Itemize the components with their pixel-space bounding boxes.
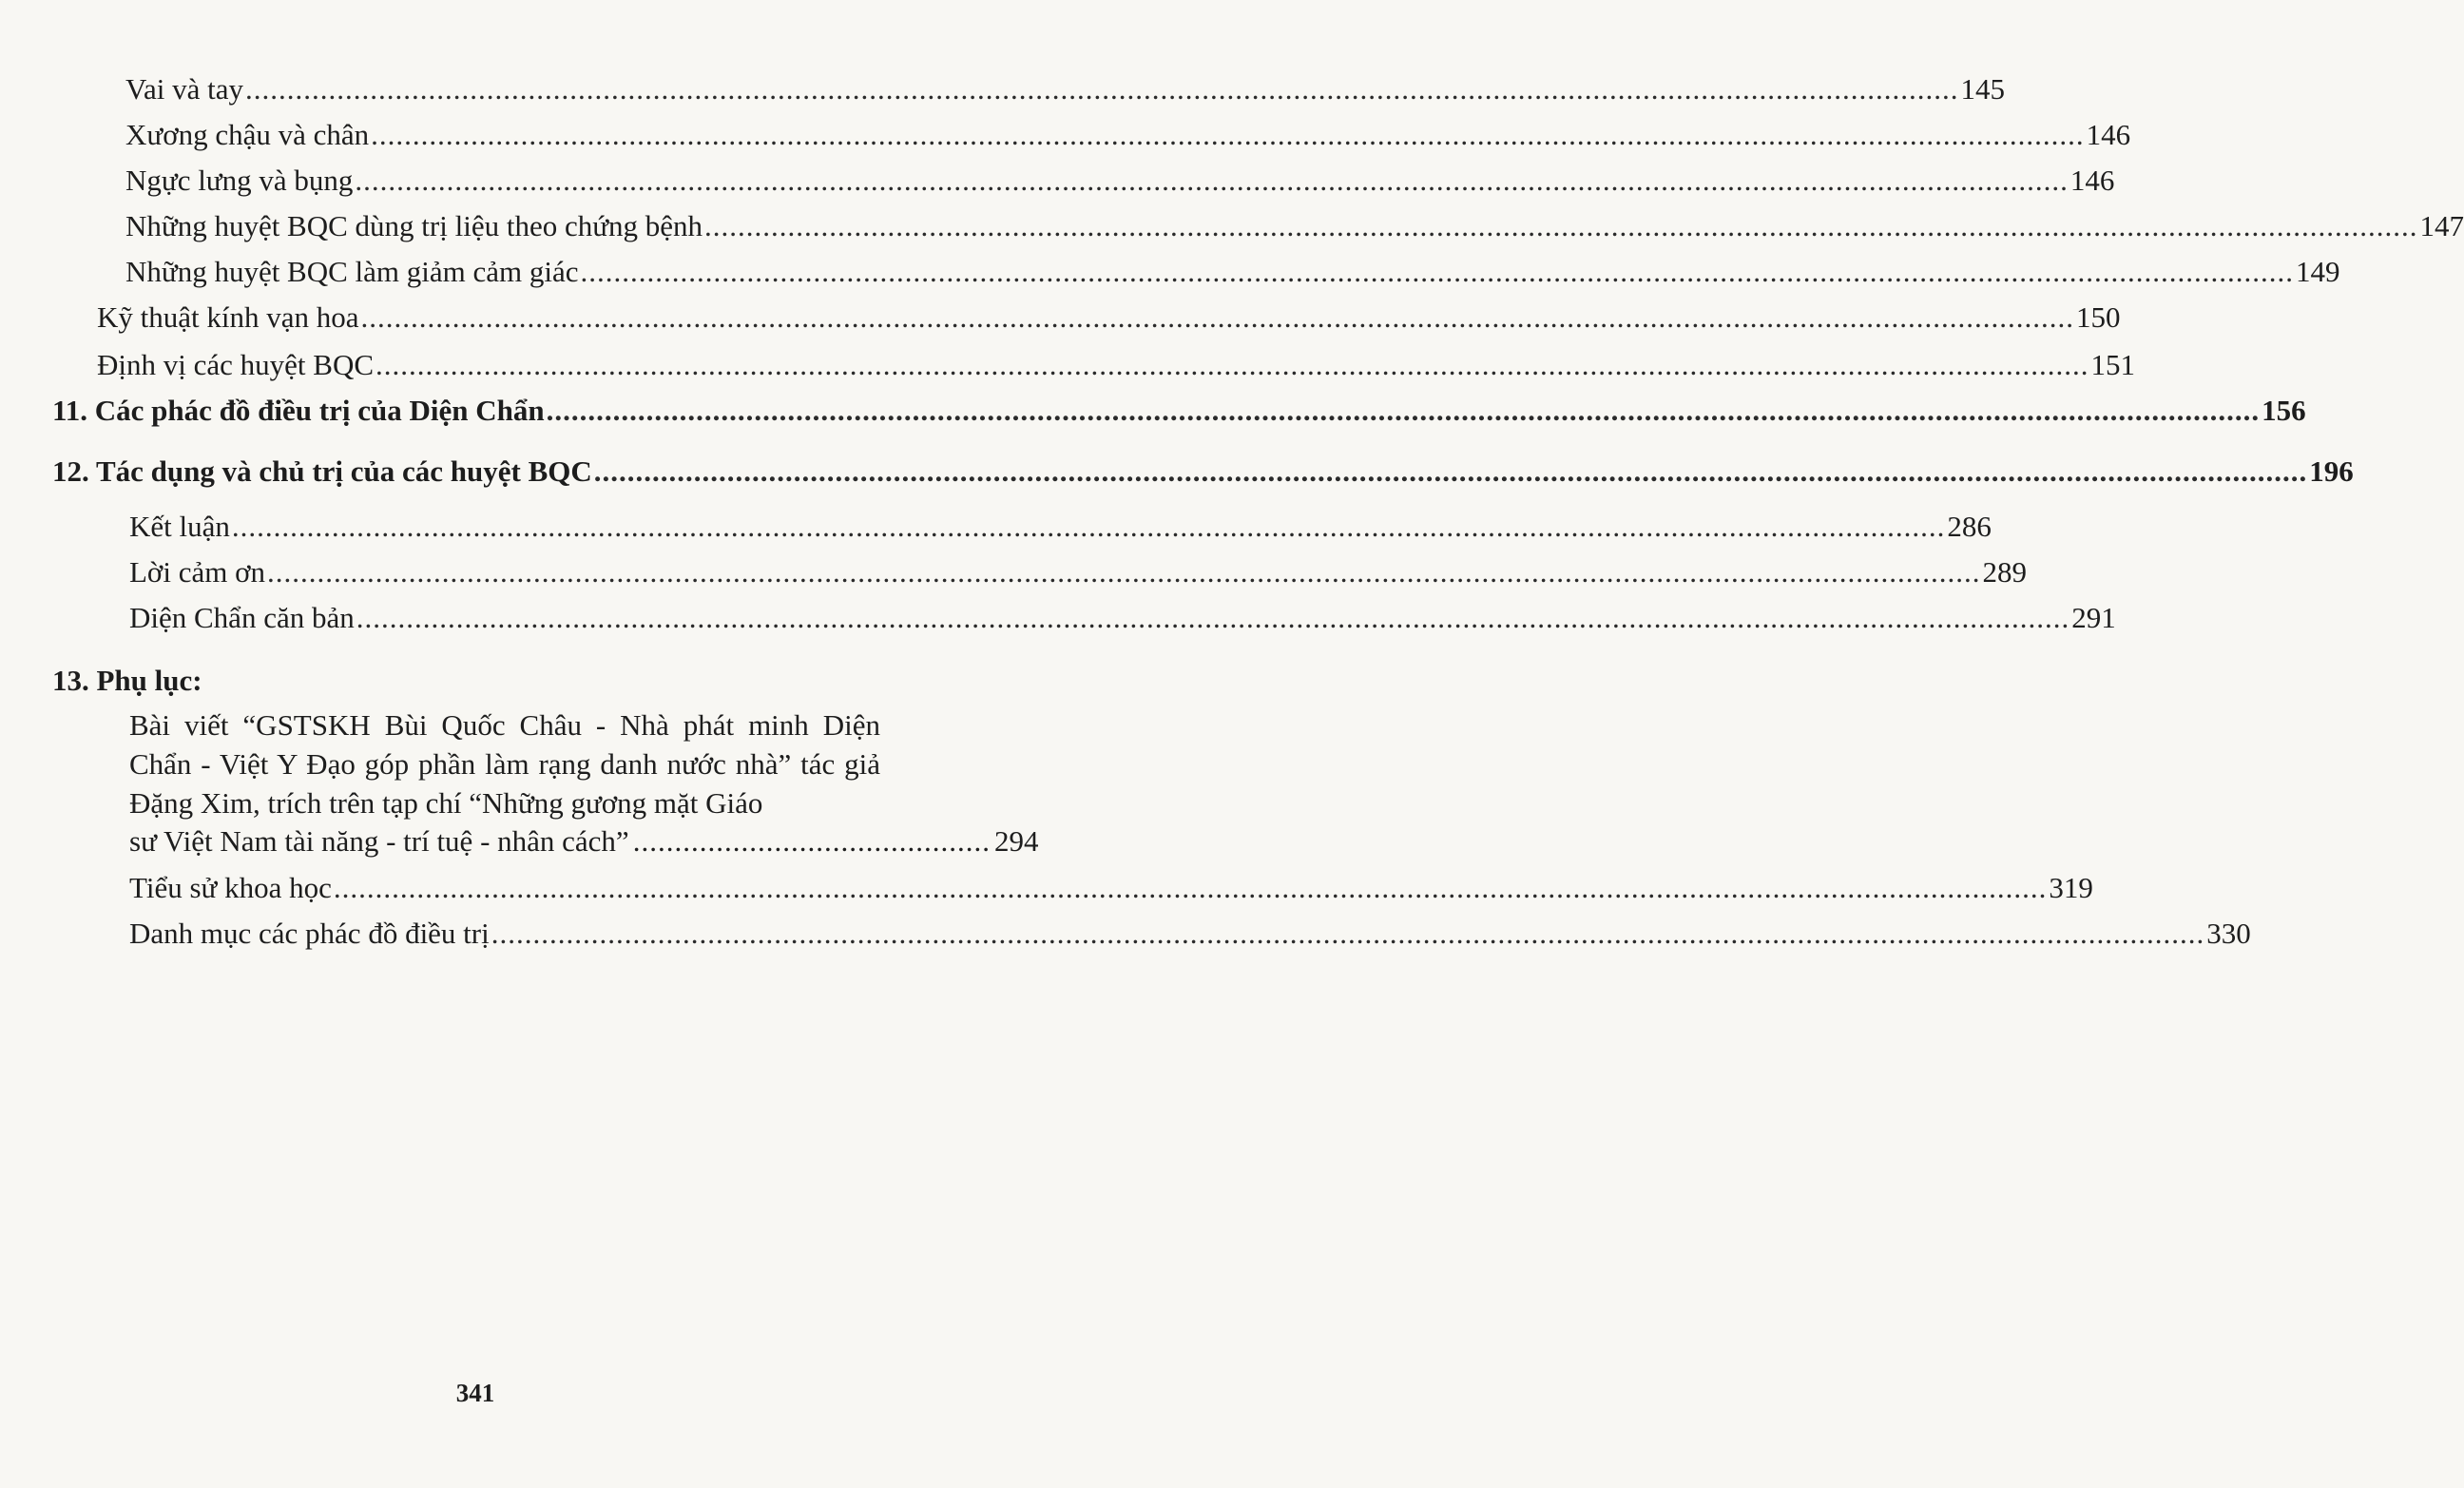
toc-entry bbox=[129, 869, 2093, 907]
toc-entry-label: Những huyệt BQC làm giảm cảm giác bbox=[125, 255, 579, 288]
toc-chapter-label: 11. Các phác đồ điều trị của Diện Chẩn bbox=[52, 394, 545, 427]
leader-dots bbox=[371, 116, 2085, 154]
toc-entry bbox=[129, 508, 1992, 546]
toc-entry-page: 330 bbox=[2206, 917, 2251, 950]
toc-entry-label: Kỹ thuật kính vạn hoa bbox=[97, 300, 359, 334]
toc-entry-label: Tiểu sử khoa học bbox=[129, 871, 332, 904]
toc-entry bbox=[97, 346, 2136, 384]
toc-entry bbox=[97, 299, 2121, 337]
toc-entry bbox=[125, 253, 2340, 291]
leader-dots bbox=[355, 162, 2069, 200]
leader-dots bbox=[232, 508, 1946, 546]
appendix-paragraph-last-line bbox=[129, 821, 1039, 860]
leader-dots: ........................................... bbox=[632, 824, 991, 858]
toc-entry bbox=[125, 116, 2131, 154]
appendix-paragraph-last-text: sư Việt Nam tài năng - trí tuệ - nhân cách” bbox=[129, 824, 629, 858]
toc-entry-page: 145 bbox=[1960, 72, 2005, 106]
toc-entry-label: Xương chậu và chân bbox=[125, 118, 370, 151]
toc-entry-page: 319 bbox=[2049, 871, 2093, 904]
leader-dots bbox=[547, 392, 2261, 430]
toc-entry-page: 146 bbox=[2086, 118, 2131, 151]
appendix-heading: 13. Phụ lục: bbox=[52, 664, 202, 697]
toc-entry-label: Lời cảm ơn bbox=[129, 555, 265, 589]
toc-entry-label: Vai và tay bbox=[125, 72, 243, 106]
toc-entry-label: Ngực lưng và bụng bbox=[125, 164, 354, 197]
toc-entry-page: 289 bbox=[1982, 555, 2027, 589]
toc-chapter bbox=[52, 453, 2354, 491]
toc-entry-label: Diện Chẩn căn bản bbox=[129, 601, 355, 634]
leader-dots bbox=[356, 599, 2070, 637]
leader-dots bbox=[245, 70, 1959, 108]
leader-dots bbox=[581, 253, 2295, 291]
leader-dots bbox=[491, 915, 2205, 953]
toc-entry bbox=[125, 162, 2115, 200]
toc-chapter-page: 196 bbox=[2309, 454, 2354, 488]
toc-entry-page: 151 bbox=[2090, 348, 2136, 381]
leader-dots bbox=[594, 453, 2308, 491]
leader-dots bbox=[704, 207, 2418, 245]
toc-entry bbox=[129, 553, 2027, 591]
toc-entry bbox=[125, 70, 2005, 108]
toc-entry bbox=[125, 207, 2464, 245]
appendix-paragraph-page: 294 bbox=[993, 824, 1039, 858]
leader-dots bbox=[334, 869, 2048, 907]
toc-chapter-label: 12. Tác dụng và chủ trị của các huyệt BQC bbox=[52, 454, 592, 488]
appendix-paragraph bbox=[129, 705, 880, 822]
toc-entry-page: 286 bbox=[1947, 510, 1992, 543]
toc-entry-page: 149 bbox=[2296, 255, 2340, 288]
toc-entry-label: Những huyệt BQC dùng trị liệu theo chứng bệnh bbox=[125, 209, 703, 242]
leader-dots bbox=[267, 553, 1981, 591]
toc-entry-label: Kết luận bbox=[129, 510, 230, 543]
leader-dots bbox=[361, 299, 2075, 337]
toc-entry-page: 291 bbox=[2071, 601, 2116, 634]
leader-dots bbox=[375, 346, 2089, 384]
toc-entry-page: 147 bbox=[2419, 209, 2464, 242]
toc-entry bbox=[129, 915, 2251, 953]
toc-entry-label: Danh mục các phác đồ điều trị bbox=[129, 917, 490, 950]
toc-chapter bbox=[52, 392, 2306, 430]
toc-chapter-page: 156 bbox=[2262, 394, 2306, 427]
toc-entry-page: 150 bbox=[2076, 300, 2121, 334]
toc-entry bbox=[129, 599, 2116, 637]
toc-entry-page: 146 bbox=[2069, 164, 2115, 197]
toc-entry-label: Định vị các huyệt BQC bbox=[97, 348, 375, 381]
appendix-paragraph-text: Bài viết “GSTSKH Bùi Quốc Châu - Nhà phát minh Diện Chẩn - Việt Y Đạo góp phần làm rạng danh nước nhà” tác giả Đặng Xim, trích trên tạp chí “Những gương mặt Giáo bbox=[129, 708, 880, 820]
page-number: 341 bbox=[455, 1379, 495, 1407]
